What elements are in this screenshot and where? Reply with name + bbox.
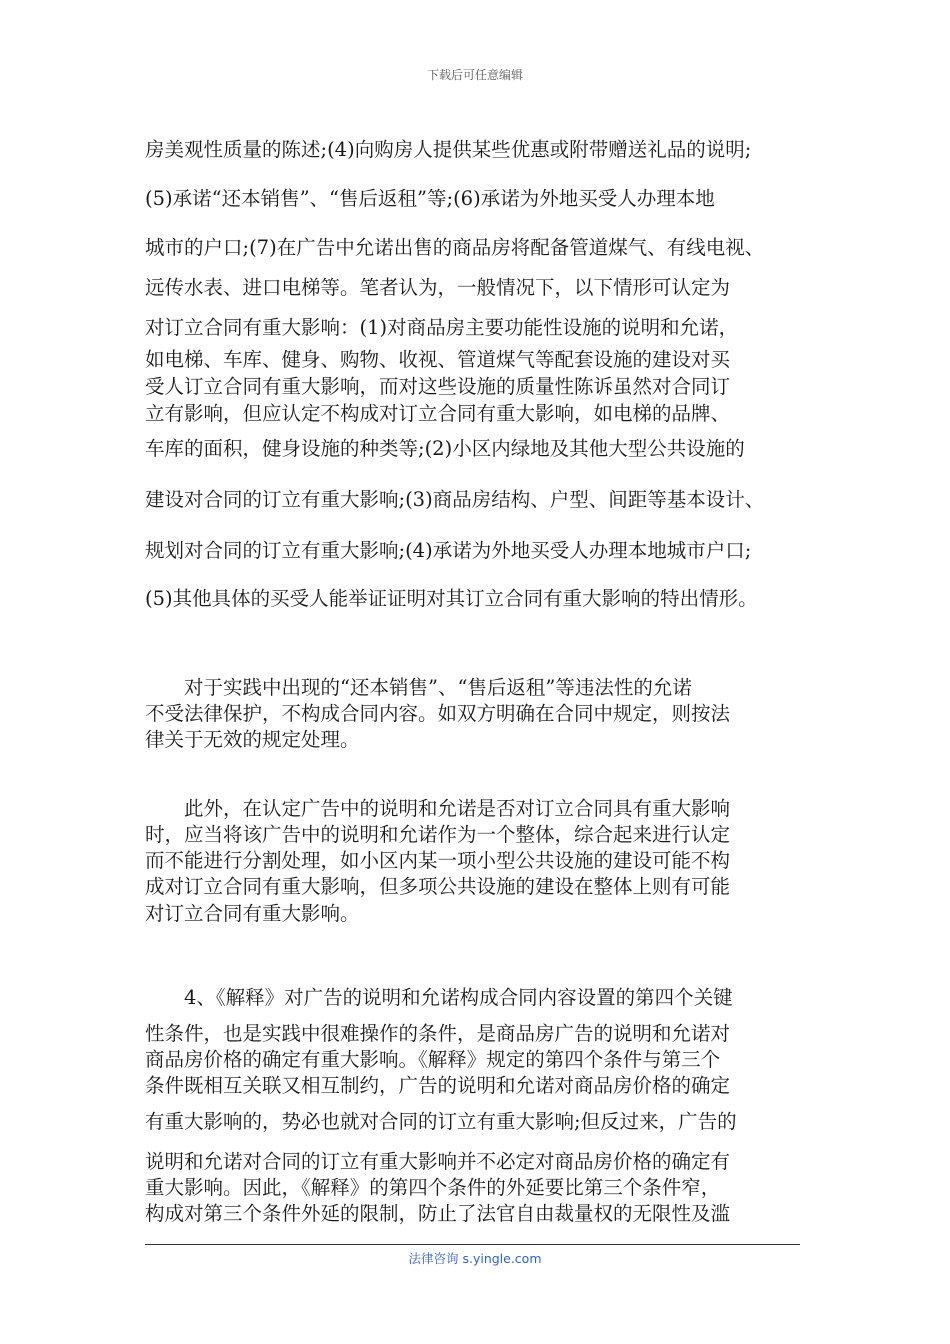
text-line: 不受法律保护，不构成合同内容。如双方明确在合同中规定，则按法 [145, 702, 731, 725]
text-line: 时，应当将该广告中的说明和允诺作为一个整体，综合起来进行认定 [145, 823, 731, 846]
text-line: 车库的面积，健身设施的种类等;(2)小区内绿地及其他大型公共设施的 [145, 437, 745, 460]
page-footer[interactable]: 法律咨询 s.yingle.com [408, 1251, 542, 1266]
text-line: 商品房价格的确定有重大影响。《解释》规定的第四个条件与第三个 [145, 1048, 721, 1071]
text-line: 建设对合同的订立有重大影响;(3)商品房结构、户型、间距等基本设计、 [145, 488, 765, 511]
text-line: (5)承诺“还本销售”、“售后返租”等;(6)承诺为外地买受人办理本地 [145, 187, 715, 210]
text-line: 对订立合同有重大影响：(1)对商品房主要功能性设施的说明和允诺， [145, 316, 739, 339]
text-line: 成对订立合同有重大影响，但多项公共设施的建设在整体上则有可能 [145, 875, 731, 898]
text-line: 性条件，也是实践中很难操作的条件，是商品房广告的说明和允诺对 [145, 1022, 731, 1045]
text-line: 而不能进行分割处理，如小区内某一项小型公共设施的建设可能不构 [145, 849, 731, 872]
text-line: 说明和允诺对合同的订立有重大影响并不必定对商品房价格的确定有 [145, 1150, 731, 1173]
text-line: 律关于无效的规定处理。 [145, 728, 360, 751]
text-line: 立有影响，但应认定不构成对订立合同有重大影响，如电梯的品牌、 [145, 402, 731, 425]
text-line: 条件既相互关联又相互制约，广告的说明和允诺对商品房价格的确定 [145, 1074, 731, 1097]
text-line: 受人订立合同有重大影响，而对这些设施的质量性陈诉虽然对合同订 [145, 375, 731, 398]
text-line: 远传水表、进口电梯等。笔者认为，一般情况下，以下情形可认定为 [145, 276, 731, 299]
text-line: 规划对合同的订立有重大影响;(4)承诺为外地买受人办理本地城市户口; [145, 539, 752, 562]
text-line: 4、《解释》对广告的说明和允诺构成合同内容设置的第四个关键 [145, 986, 733, 1009]
text-line: 此外，在认定广告中的说明和允诺是否对订立合同具有重大影响 [145, 797, 731, 820]
text-line: 城市的户口;(7)在广告中允诺出售的商品房将配备管道煤气、有线电视、 [145, 236, 765, 259]
text-line: (5)其他具体的买受人能举证证明对其订立合同有重大影响的特出情形。 [145, 587, 758, 610]
text-line: 如电梯、车库、健身、购物、收视、管道煤气等配套设施的建设对买 [145, 348, 731, 371]
text-line: 对于实践中出现的“还本销售”、“售后返租”等违法性的允诺 [145, 676, 692, 699]
text-line: 构成对第三个条件外延的限制，防止了法官自由裁量权的无限性及滥 [145, 1202, 731, 1225]
text-line: 有重大影响的，势必也就对合同的订立有重大影响;但反过来，广告的 [145, 1110, 737, 1133]
text-line: 房美观性质量的陈述;(4)向购房人提供某些优惠或附带赠送礼品的说明; [145, 138, 752, 161]
text-line: 重大影响。因此，《解释》的第四个条件的外延要比第三个条件窄， [145, 1176, 721, 1199]
footer-divider [145, 1244, 800, 1245]
text-line: 对订立合同有重大影响。 [145, 902, 360, 925]
page-header: 下载后可任意编辑 [426, 68, 523, 82]
